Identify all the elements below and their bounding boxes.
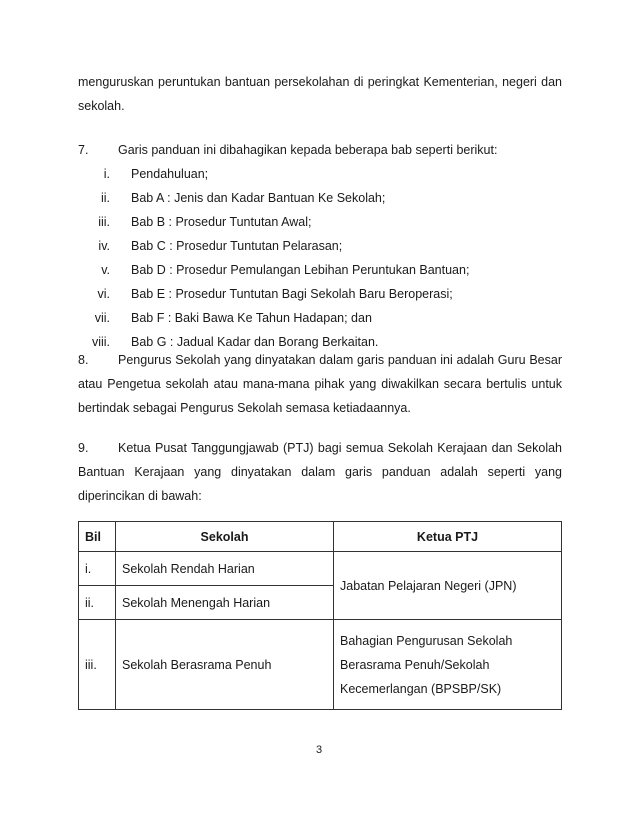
ptj-jpn: Jabatan Pelajaran Negeri (JPN) <box>334 552 562 620</box>
ptj-bpsbp-line-2: Berasrama Penuh/Sekolah <box>340 657 490 672</box>
intro-line-2: sekolah. <box>78 99 125 113</box>
ptj-bpsbp-line-3: Kecemerlangan (BPSBP/SK) <box>340 681 502 696</box>
row-sekolah: Sekolah Menengah Harian <box>116 586 334 620</box>
paragraph-9-line-1: Ketua Pusat Tanggungjawab (PTJ) bagi semua Sekolah Kerajaan dan Sekolah <box>118 441 562 455</box>
table-row <box>79 552 562 586</box>
row-bil: iii. <box>79 620 116 710</box>
row-sekolah: Sekolah Rendah Harian <box>116 552 334 586</box>
list-item: i. Pendahuluan; <box>103 167 209 181</box>
paragraph-7-number: 7. <box>78 143 89 157</box>
list-item: ii. Bab A : Jenis dan Kadar Bantuan Ke Sekolah; <box>100 191 386 205</box>
row-sekolah: Sekolah Berasrama Penuh <box>116 620 334 710</box>
list-item: iv. Bab C : Prosedur Tuntutan Pelarasan; <box>98 239 343 253</box>
paragraph-8-number: 8. <box>78 353 89 367</box>
paragraph-8-line-1: Pengurus Sekolah yang dinyatakan dalam garis panduan ini adalah Guru Besar <box>118 353 562 367</box>
chapter-list <box>78 162 562 354</box>
ptj-bpsbp <box>334 620 562 710</box>
paragraph-8-line-2: atau Pengetua sekolah atau mana-mana pihak yang diwakilkan secara bertulis untuk <box>78 377 562 391</box>
paragraph-9-line-2: Bantuan Kerajaan yang dinyatakan dalam garis panduan adalah seperti yang <box>78 465 562 479</box>
ptj-bpsbp-line-1: Bahagian Pengurusan Sekolah <box>340 633 513 648</box>
row-bil: ii. <box>79 586 116 620</box>
list-item: iii. Bab B : Prosedur Tuntutan Awal; <box>98 215 312 229</box>
ptj-table <box>78 521 562 710</box>
paragraph-9-number: 9. <box>78 441 89 455</box>
intro-paragraph <box>78 70 562 118</box>
paragraph-7-text: Garis panduan ini dibahagikan kepada beberapa bab seperti berikut: <box>118 143 498 157</box>
list-item: v. Bab D : Prosedur Pemulangan Lebihan Peruntukan Bantuan; <box>101 263 470 277</box>
table-row <box>79 620 562 710</box>
list-item: vii. Bab F : Baki Bawa Ke Tahun Hadapan; dan <box>94 311 372 325</box>
list-item: vi. Bab E : Prosedur Tuntutan Bagi Sekolah Baru Beroperasi; <box>97 287 453 301</box>
intro-line-1: menguruskan peruntukan bantuan persekolahan di peringkat Kementerian, negeri dan <box>78 75 562 89</box>
paragraph-9 <box>78 436 562 508</box>
paragraph-8 <box>78 348 562 420</box>
paragraph-7 <box>78 138 562 162</box>
table-header-row <box>79 522 562 552</box>
header-sekolah: Sekolah <box>116 522 334 552</box>
row-bil: i. <box>79 552 116 586</box>
paragraph-9-line-3: diperincikan di bawah: <box>78 489 202 503</box>
header-ketua-ptj: Ketua PTJ <box>334 522 562 552</box>
list-item: viii. Bab G : Jadual Kadar dan Borang Berkaitan. <box>91 335 379 349</box>
page-number: 3 <box>315 744 323 756</box>
paragraph-8-line-3: bertindak sebagai Pengurus Sekolah semasa ketiadaannya. <box>78 401 411 415</box>
header-bil: Bil <box>79 522 116 552</box>
